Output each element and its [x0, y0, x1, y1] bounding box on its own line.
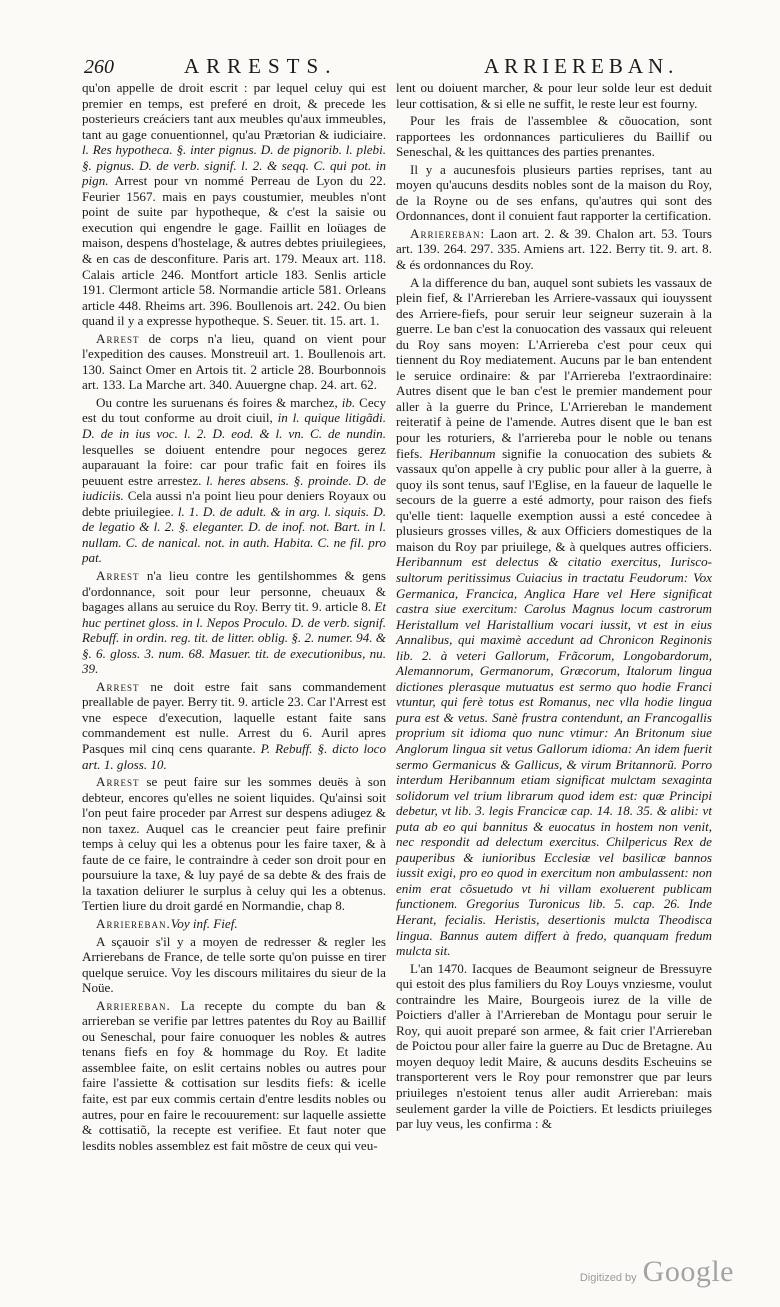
- paragraph-text: signifie la conuocation des subiets & vassaux qu'on appelle à cry public pour aller à la guerre, à quoy ils sont tenus, sauf l'Eglise, en la faueur de laquelle le secours de la guerre a esté admorty, pour raison des fiefs qu'elle tient: laquelle exemption aussi a esté concedee à plusieurs grosses villes, & aux Officiers domestiques de la maison du Roy par priuilege, & à quelques autres officiers.: [396, 445, 712, 554]
- paragraph-recepte: [82, 998, 386, 1153]
- citation: Heribannum: [429, 445, 496, 461]
- digitized-by-label: Digitized by: [579, 1272, 637, 1284]
- paragraph-sommes-deues: [82, 774, 386, 914]
- running-title-right: ARRIEREBAN.: [484, 54, 679, 78]
- paragraph-text: A sçauoir s'il y a moyen de redresser & regler les Arrierebans de France, de telle sorte qu'on puisse en tirer quelque seruice. Voy les discours militaires du sieur de la Noüe.: [82, 933, 386, 996]
- paragraph-coustumes: [396, 226, 712, 273]
- paragraph-text: qu'on appelle de droit escrit : par lequel celuy qui est premier en temps, est preferé en droit, & precede les posterieurs creáciers tant aux meubles qu'aux immeubles, tant au gage conuentionnel, qu'au Prætorian & iudiciaire.: [82, 80, 386, 142]
- entry-lead-word: Arrest: [96, 567, 140, 583]
- citation: ib.: [341, 394, 356, 410]
- citation: in l. quique litigãdi. D. de in ius voc. l. 2. D. eod. & l. vn. C. de nundin.: [82, 410, 386, 442]
- paragraph-redresser: [82, 934, 386, 996]
- paragraph-commandement: [82, 679, 386, 772]
- entry-lead-word: Arrest: [96, 678, 140, 694]
- paragraph-parties-reprises: [396, 162, 712, 224]
- paragraph-solde: [396, 80, 712, 111]
- paragraph-text: Cela aussi n'a point lieu pour deniers Royaux ou debte priuilegiee.: [82, 488, 386, 519]
- entry-lead-word: Arriereban.: [96, 997, 171, 1013]
- citation: l. Res hypotheca. §. inter pignus. D. de pignorib. l. plebi. §. pignus. D. de verb. signif. l. 2. & seqq. C. qui pot. in pign.: [82, 142, 386, 189]
- entry-lead-word: Arriereban:: [410, 225, 486, 241]
- entry-lead-word: Arrest: [96, 774, 140, 790]
- paragraph-text: de corps n'a lieu, quand on vient pour l'expedition des causes. Monstreuil art. 1. Boullenois art. 130. Sainct Omer en Artois tit. 2 article 28. Bourbonnois art. 133. La Marche art. 340. Auuergne chap. 24. art. 62.: [82, 330, 386, 393]
- paragraph-foires: [82, 395, 386, 566]
- paragraph-text: L'an 1470. Iacques de Beaumont seigneur de Bressuyre qui estoit des plus familiers du Roy Louys vnziesme, voulut contraindre les Maire, Bourgeois iurez de la ville de Poictiers d'aller à l'Arriereban de Montagu pour seruir le Roy, qui auoit preparé son armee, & fait crier l'Arriereban de Poictou pour aller faire la guerre au Duc de Bretagne. Au moyen dequoy ledit Maire, & aucuns desdits Escheuins se transporterent vers le Roy pour remonstrer que par leurs priuileges n'estoient tenus aller audit Arriereban: mais seulement garder la ville de Poictiers. Et lesdicts priuileges par luy veus, les confirma : &: [396, 960, 712, 1132]
- paragraph-text: lent ou doiuent marcher, & pour leur solde leur est deduit leur cottisation, & si elle ne suffit, le reste leur est fourny.: [396, 80, 712, 111]
- paragraph-1470: [396, 961, 712, 1132]
- entry-lead-word: Arriereban.: [96, 915, 171, 931]
- paragraph-text: se peut faire sur les sommes deuës à son debteur, encores qu'elles ne soient liquides. Qu'ainsi soit l'on peut faire proceder par Arrest sur despens adiugez & non taxez. Auquel cas le creancier peut faire prefinir temps à celuy qui les a obtenus pour les faire taxer, & à faute de ce faire, le contraindre à ceder son droit pour en poursuiure la taxe, & luy payé de sa debte & des frais de la taxation deliurer le surplus à celuy qui les a obtenus. Tertien liure du droit gardé en Normandie, chap 8.: [82, 774, 386, 914]
- paragraph-text: ne doit estre fait sans commandement preallable de payer. Berry tit. 9. article 23. Car l'Arrest est vne espece d'execution, laquelle estant faite sans commandement est nulle. Arrest du 6. Auril apres Pasques mil cinq cens quarante.: [82, 678, 387, 756]
- citation: l. heres absens. §. proinde. D. de iudiciis.: [82, 472, 387, 504]
- paragraph-frais: [396, 113, 712, 160]
- citation: l. 1. D. de adult. & in arg. l. siquis. D. de legatio & l. 2. §. eleganter. D. de inof. not. Bart. in l. nullam. C. de nanical. not. in auth. Habita. C. ne fil. pro pat.: [82, 503, 386, 566]
- paragraph-text: Il y a aucunesfois plusieurs parties reprises, tant au moyen qu'aucuns desdits nobles sont de la maison du Roy, de la Royne ou de ses enfans, qu'autres qui sont des Ordonnances, dont il conuient faut rapporter la certification.: [396, 161, 712, 224]
- entry-lead-word: Arrest: [96, 330, 140, 346]
- paragraph-text: Pour les frais de l'assemblee & cõuocation, sont rapportees les ordonnances particulieres du Baillif ou Seneschal, & les quittances des parties prenantes.: [396, 113, 712, 160]
- page-number: 260: [84, 56, 114, 78]
- paragraph-text: lesquelles se doiuent entendre pour negoces gerez auparauant la foire: car pour trafic fait en foires ils peuuent estre arrestez.: [82, 441, 386, 488]
- paragraph-text: A la difference du ban, auquel sont subiets les vassaux de plein fief, & l'Arriereban les Arriere-vassaux qui iouyssent des Arriere-fiefs, pour seruir leur seigneur suzerain à la guerre. Le ban c'est la conuocation des vassaux qui releuent du Roy sans moyen: L'Arriereba c'est pour ceux qui tiennent du Roy mediatement. Aucuns par le ban entendent le seruice ordinaire: & par l'Arriereba l'extraordinaire: Autres disent que le ban c'est le premier mandement pour aller à la guerre du Prince, L'Arriereban le mandement reiteratif à peine de l'amende. Autres disent que le ban est pour les roturiers, & l'arriereba pour le noble ou tenans fiefs.: [396, 274, 712, 461]
- paragraph-arrest-corps: [82, 331, 386, 393]
- paragraph-gage: [82, 80, 386, 329]
- paragraph-text: La recepte du compte du ban & arriereban se verifie par lettres patentes du Roy au Baillif ou Seneschal, pour faire conuoquer les nobles & autres tenans fiefs en foy & hommage du Roy. Et ladite assemblee faite, on eslit certains nobles ou autres pour faire l'assiette & cottisation sur lesdits fiefs: & icelle faite, est par eux commis certain d'entre lesdits nobles ou autres, pour en faire le recouurement: sur laquelle assiette & cottisatiõ, la recepte est verifiee. Et faut noter que lesdits nobles assemblez est fait mõstre de ceux qui veu-: [82, 997, 386, 1153]
- running-title-left: ARRESTS.: [184, 54, 338, 78]
- google-logo: Google: [642, 1255, 734, 1288]
- paragraph-arriereban-voy: [82, 916, 386, 932]
- paragraph-text: Arrest pour vn nommé Perreau de Lyon du 22. Feurier 1567. mais en pays coustumier, meubles n'ont point de suite par hypotheque, & c'est la saisie ou execution qui engendre le gage. Faillit en loüages de maison, despens d'hostelage, & autres debtes priuilegiees, & en cas de desconfiture. Paris art. 179. Meaux art. 118. Calais article 246. Montfort article 183. Senlis article 191. Clermont article 58. Normandie article 581. Orleans article 448. Rheims art. 396. Boullenois art. 242. Ou bien quand il y a expresse hypotheque. S. Seuer. tit. 15. art. 1.: [82, 173, 386, 329]
- right-column: [396, 80, 712, 1132]
- paragraph-difference-ban: [396, 275, 712, 959]
- latin-commentary: Heribannum est delectus & citatio exercitus, Iurisco-sultorum peritissimus Cuiacius in tractatu Feudorum: Vox Germanica, Francica, Anglica Hare vel Here significat castra siue exercitum: Carolus Magnus locum castrorum Heristallum vel Haristallium vocari iussit, vt est in eius Annalibus, qui maximè accedunt ad Chronicon Reginonis lib. 2. à veteri Gallorum, Frãcorum, Longobardorum, Alemannorum, Germanorum, Græcorum, Italorum lingua dictiones plerasque mutuatus est sermo quo hodie Franci vtuntur, qui ferè totus est Romanus, nec vlla hodie lingua pura est & vetus. Sanè frustra contendunt, an Francogallis proprium sit idioma quo nunc vtimur: An Britonum siue Anglorum lingua sit vetus Gallorum idioma: An idem fuerit sermo Germanicus & Gallicus, & virum Britannorũ. Porro interdum Heribannum etiam significat mulctam sexaginta solidorum vel trium librarum quod idem est: quæ Principi debetur, vt lib. 3. legis Francicæ cap. 14. 18. 35. & alibi: vt puta ab eo qui bannitus & euocatus in hostem non venit, nec respondit ad delectum exercitus. Chilpericus Rex de pauperibus & iunioribus Ecclesiæ vel basilicæ bannos iussit exigi, pro eo quod in exercitum non ambulassent: non enim erat cõsuetudo vt hi villam exoluerent publicam functionem. Gregorius Turonicus lib. 5. cap. 26. Inde Herant, fecialis. Heristis, desertionis mulcta Theodisca lingua. Bannus autem differt à fredo, quanquam fredum mulcta sit.: [396, 554, 712, 959]
- paragraph-text: Laon art. 2. & 39. Chalon art. 53. Tours art. 139. 264. 297. 335. Amiens art. 122. Berry tit. 9. art. 8. & és ordonnances du Roy.: [396, 225, 713, 273]
- paragraph-text: n'a lieu contre les gentilshommes & gens d'ordonnance, soit pour leur personne, cheuaux & bagages allans au seruice du Roy. Berry tit. 9. article 8.: [82, 567, 386, 615]
- paragraph-text: Cecy est du tout conforme au droit ciuil,: [82, 394, 387, 426]
- digitization-watermark: [580, 1255, 734, 1289]
- citation: Et huc pertinet gloss. in l. Nepos Proculo. D. de verb. signif. Rebuff. in ordin. reg. tit. de litter. oblig. §. 2. numer. 94. & §. 6. gloss. 3. num. 68. Masuer. tit. de executionibus, nu. 39.: [82, 599, 386, 677]
- citation: P. Rebuff. §. dicto loco art. 1. gloss. 10.: [82, 740, 386, 772]
- cross-reference: Voy inf. Fief.: [170, 915, 238, 931]
- paragraph-text: Ou contre les suruenans és foires & marchez,: [96, 394, 338, 410]
- left-column: [82, 80, 386, 1153]
- paragraph-gentilshommes: [82, 568, 386, 677]
